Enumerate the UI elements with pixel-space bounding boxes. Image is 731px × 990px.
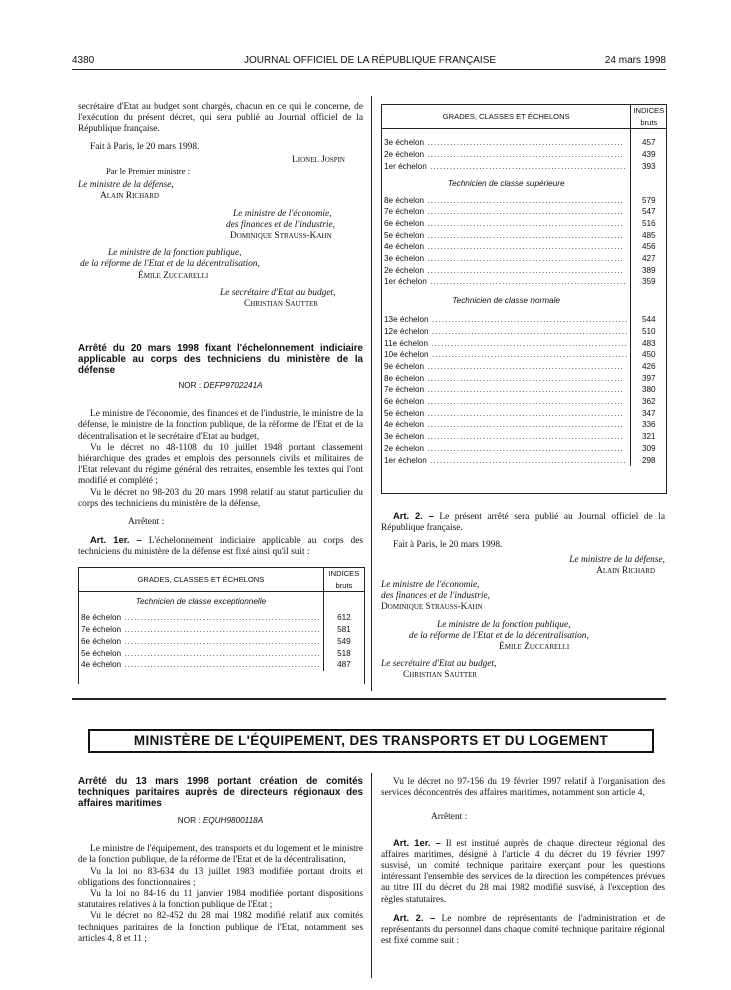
visa-loi-1984: Vu la loi no 84-16 du 11 janvier 1984 modifiée portant dispositions statutaires relatives à la fonction publique de l'Etat ; <box>78 889 363 911</box>
dot-leader: ............................................................ <box>428 315 629 325</box>
par-premier-ministre: Par le Premier ministre : <box>106 166 191 177</box>
page-number: 4380 <box>72 55 95 66</box>
table-section-row <box>382 288 666 314</box>
sig2-title-economie-2: des finances et de l'industrie, <box>381 591 491 602</box>
indice-value: 321 <box>631 431 666 443</box>
nor-code: DEFP9702241A <box>203 381 263 390</box>
echelon-label <box>382 396 631 408</box>
table-row <box>79 648 364 660</box>
grades-table-left <box>79 568 364 671</box>
dot-leader: ............................................................ <box>424 361 624 371</box>
arrete-comites-continued <box>381 777 665 947</box>
col-header-indices: INDICES bruts <box>323 568 364 592</box>
table-row <box>382 384 666 396</box>
table-row <box>382 161 666 173</box>
signatory-title-fonction-2: de la réforme de l'Etat et de la décentralisation, <box>80 259 260 270</box>
table-row <box>382 253 666 265</box>
signatory-title-fonction-1: Le ministre de la fonction publique, <box>108 248 242 259</box>
indice-value: 579 <box>631 195 666 207</box>
echelon-label <box>382 361 631 373</box>
section-blank-cell <box>631 173 666 195</box>
indice-value: 426 <box>631 361 666 373</box>
dot-leader: ............................................................ <box>121 625 321 635</box>
echelon-text: 7e échelon <box>384 385 425 395</box>
table-row <box>382 314 666 326</box>
table-row <box>382 361 666 373</box>
nor-code-2: EQUH9800118A <box>202 816 264 825</box>
dot-leader: ............................................................ <box>424 242 624 252</box>
echelon-label <box>382 137 631 149</box>
signatory-name-fonction: Émile Zuccarelli <box>138 270 209 281</box>
table-row <box>382 276 666 288</box>
article-1-comites-label: Art. 1er. – <box>393 836 441 848</box>
indice-value: 393 <box>631 161 666 173</box>
indice-value: 483 <box>631 338 666 350</box>
indice-value: 427 <box>631 253 666 265</box>
echelon-text: 5e échelon <box>81 648 122 658</box>
echelon-text: 8e échelon <box>384 373 425 383</box>
echelon-label <box>382 349 631 361</box>
echelon-label <box>79 624 323 636</box>
echelon-label <box>79 659 323 671</box>
indice-value: 298 <box>631 455 666 467</box>
indice-value: 518 <box>323 648 364 660</box>
dot-leader: ............................................................ <box>424 207 624 217</box>
dot-leader: ............................................................ <box>121 660 321 670</box>
spacer-cell <box>382 129 631 138</box>
column-divider <box>371 96 372 691</box>
article-2-comites <box>381 912 665 948</box>
table-row <box>382 419 666 431</box>
echelon-label <box>382 265 631 277</box>
table-section-row <box>79 592 364 613</box>
indice-value: 362 <box>631 396 666 408</box>
echelon-label <box>382 373 631 385</box>
echelon-label <box>382 338 631 350</box>
section-exceptionnelle: Technicien de classe exceptionnelle <box>135 597 267 607</box>
dot-leader: ............................................................ <box>424 432 624 442</box>
nor-line <box>78 380 363 391</box>
echelon-text: 8e échelon <box>384 195 425 205</box>
signatory-name-defense: Alain Richard <box>100 191 159 202</box>
article-1-comites <box>381 837 665 906</box>
section-superieure: Technicien de classe supérieure <box>447 178 565 188</box>
visa-loi-1983: Vu la loi no 83-634 du 13 juillet 1983 modifiée portant droits et obligations des fonctionnaires ; <box>78 866 363 888</box>
dot-leader: ............................................................ <box>428 350 629 360</box>
table-row <box>382 230 666 242</box>
table-row <box>382 149 666 161</box>
article-2-comites-label: Art. 2. – <box>393 911 436 923</box>
echelon-text: 1er échelon <box>384 455 427 465</box>
decree-closing-text: secrétaire d'Etat au budget sont chargés, chacun en ce qui le concerne, de l'exécution du présent décret, qui sera publié au Journal officiel de la République française. <box>78 102 363 135</box>
echelon-label <box>382 149 631 161</box>
dot-leader: ............................................................ <box>424 254 624 264</box>
echelon-text: 2e échelon <box>384 150 425 160</box>
indice-value: 547 <box>631 206 666 218</box>
sig2-title-economie-1: Le ministre de l'économie, <box>381 580 480 591</box>
rows-exceptionnelle-continued <box>382 137 666 172</box>
article-1-text: L'échelonnement indiciaire applicable au corps des techniciens du ministère de la défense est fixé ainsi qu'il suit : <box>78 536 364 558</box>
grades-table-right <box>382 105 666 466</box>
echelon-text: 3e échelon <box>384 254 425 264</box>
dot-leader: ............................................................ <box>424 408 624 418</box>
grades-table-part1 <box>78 567 365 684</box>
table-row <box>382 455 666 467</box>
echelon-label <box>382 206 631 218</box>
section-normale: Technicien de classe normale <box>452 296 560 306</box>
nor-label-2: NOR : <box>177 816 201 825</box>
sig2-name-budget: Christian Sautter <box>403 670 478 681</box>
indice-value: 380 <box>631 384 666 396</box>
echelon-label <box>382 443 631 455</box>
echelon-label <box>79 636 323 648</box>
article-2-text: Le présent arrêté sera publié au Journal officiel de la République française. <box>381 512 666 534</box>
table-header-row <box>79 568 364 592</box>
signatory-title-budget: Le secrétaire d'Etat au budget, <box>220 287 336 298</box>
rows-exceptionnelle <box>79 612 364 671</box>
arrete-closing-section <box>381 510 665 682</box>
article-2-comites-text: Le nombre de représentants de l'administration et de représentants du personnel dans chaque comité technique paritaire régional est fixé comme suit : <box>381 913 666 947</box>
table-row <box>382 137 666 149</box>
echelon-label <box>79 612 323 624</box>
article-1 <box>78 534 363 558</box>
signatory-title-economie-1: Le ministre de l'économie, <box>233 208 332 219</box>
sig2-title-fonction-2: de la réforme de l'Etat et de la décentralisation, <box>409 630 589 641</box>
dot-leader: ............................................................ <box>424 218 624 228</box>
arretent: Arrêtent : <box>128 517 165 528</box>
article-2 <box>381 510 665 534</box>
table-row <box>382 373 666 385</box>
indice-value: 347 <box>631 408 666 420</box>
dot-leader: ............................................................ <box>121 636 321 646</box>
table-row <box>79 624 364 636</box>
sig2-title-fonction-1: Le ministre de la fonction publique, <box>437 619 571 630</box>
echelon-text: 5e échelon <box>384 408 425 418</box>
indice-value: 397 <box>631 373 666 385</box>
echelon-text: 2e échelon <box>384 443 425 453</box>
signatory-name-budget: Christian Sautter <box>244 299 319 310</box>
arrete-2-title: Arrêté du 13 mars 1998 portant création de comités techniques paritaires auprès de directeurs régionaux des affaires maritimes <box>78 776 363 809</box>
column-divider-lower <box>371 773 372 978</box>
col-header-grades: GRADES, CLASSES ET ÉCHELONS <box>79 568 323 592</box>
indice-value: 309 <box>631 443 666 455</box>
echelon-label <box>382 276 631 288</box>
indice-value: 549 <box>323 636 364 648</box>
table-row <box>382 338 666 350</box>
header-rule <box>72 69 666 70</box>
article-2-label: Art. 2. – <box>393 510 434 521</box>
indice-value: 485 <box>631 230 666 242</box>
table-row <box>382 396 666 408</box>
table-row <box>382 408 666 420</box>
nor-label: NOR : <box>178 381 202 390</box>
ministry-banner: MINISTÈRE DE L'ÉQUIPEMENT, DES TRANSPORTS ET DU LOGEMENT <box>88 729 654 753</box>
nor-line-2 <box>78 815 363 826</box>
dot-leader: ............................................................ <box>424 373 624 383</box>
indice-value: 510 <box>631 326 666 338</box>
dot-leader: ............................................................ <box>121 613 321 623</box>
indice-value: 612 <box>323 612 364 624</box>
indice-value: 389 <box>631 265 666 277</box>
indice-value: 487 <box>323 659 364 671</box>
echelon-text: 3e échelon <box>384 138 425 148</box>
arretent-2: Arrêtent : <box>431 812 468 823</box>
dot-leader: ............................................................ <box>426 161 627 171</box>
echelon-label <box>382 384 631 396</box>
section-blank-cell <box>323 592 364 613</box>
table-row <box>79 612 364 624</box>
table-row <box>382 443 666 455</box>
visa-decret-1997: Vu le décret no 97-156 du 19 février 1997 relatif à l'organisation des services déconcentrés des affaires maritimes, notamment son article 4, <box>381 777 665 799</box>
echelon-label <box>382 253 631 265</box>
indice-value: 456 <box>631 241 666 253</box>
echelon-text: 6e échelon <box>384 218 425 228</box>
table-row <box>382 218 666 230</box>
visa-decret-1982: Vu le décret no 82-452 du 28 mai 1982 modifié relatif aux comités techniques paritaires de la fonction publique de l'Etat, notamment ses articles 4, 8 et 11 ; <box>78 911 363 944</box>
echelon-label <box>382 314 631 326</box>
rows-superieure <box>382 195 666 289</box>
table-row <box>382 326 666 338</box>
echelon-label <box>382 408 631 420</box>
arrete-title: Arrêté du 20 mars 1998 fixant l'échelonnement indiciaire applicable au corps des techniciens du ministère de la défense <box>78 343 363 376</box>
visa-decret-1948: Vu le décret no 48-1108 du 10 juillet 1948 portant classement hiérarchique des grades et emplois des personnels civils et militaires de l'Etat relevant du régime général des retraites, ensemble les textes qui l'ont modifié et complété ; <box>78 442 363 487</box>
spacer-cell-val <box>631 129 666 138</box>
table-row <box>382 241 666 253</box>
dot-leader: ............................................................ <box>424 443 624 453</box>
dot-leader: ............................................................ <box>424 385 624 395</box>
echelon-text: 9e échelon <box>384 361 425 371</box>
article-1-label: Art. 1er. – <box>90 534 142 546</box>
echelon-label <box>382 431 631 443</box>
indice-value: 450 <box>631 349 666 361</box>
dot-leader: ............................................................ <box>424 397 624 407</box>
echelon-label <box>382 218 631 230</box>
table-row <box>79 636 364 648</box>
echelon-label <box>79 648 323 660</box>
echelon-text: 2e échelon <box>384 265 425 275</box>
echelon-text: 6e échelon <box>384 397 425 407</box>
dot-leader: ............................................................ <box>424 195 624 205</box>
table-section-row <box>382 173 666 195</box>
signature-pm: Lionel Jospin <box>292 154 345 165</box>
indice-value: 359 <box>631 276 666 288</box>
indice-value: 457 <box>631 137 666 149</box>
sig2-name-fonction: Émile Zuccarelli <box>499 642 570 653</box>
table-row <box>382 265 666 277</box>
arrete-comites <box>78 776 363 945</box>
dot-leader: ............................................................ <box>428 326 629 336</box>
fait-a-paris: Fait à Paris, le 20 mars 1998. <box>90 141 200 152</box>
sig2-title-budget: Le secrétaire d'Etat au budget, <box>381 659 497 670</box>
dot-leader: ............................................................ <box>428 338 628 348</box>
echelon-label <box>382 241 631 253</box>
fait-a-paris-2: Fait à Paris, le 20 mars 1998. <box>393 540 503 551</box>
col-header-grades-2: GRADES, CLASSES ET ÉCHELONS <box>382 105 631 129</box>
indice-value: 544 <box>631 314 666 326</box>
indice-value: 336 <box>631 419 666 431</box>
preamble-ministres: Le ministre de l'économie, des finances et de l'industrie, le ministre de la défense, le ministre de la fonction publique, de la réforme de l'Etat et de la décentralisation et le secrétaire d'Etat au budget, <box>78 409 363 442</box>
dot-leader: ............................................................ <box>424 230 624 240</box>
rows-normale <box>382 314 666 466</box>
echelon-text: 12e échelon <box>384 326 429 336</box>
echelon-label <box>382 161 631 173</box>
table-row <box>79 659 364 671</box>
echelon-text: 1er échelon <box>384 277 427 287</box>
sig2-title-defense: Le ministre de la défense, <box>569 554 665 565</box>
echelon-text: 7e échelon <box>81 625 122 635</box>
table-row <box>382 431 666 443</box>
preamble-ministres-2: Le ministre de l'équipement, des transports et du logement et le ministre de la fonction publique, de la réforme de l'Etat et de la décentralisation, <box>78 844 363 866</box>
section-rule <box>72 698 666 700</box>
table-row <box>382 206 666 218</box>
arrete-echelonnement <box>78 343 363 559</box>
issue-date: 24 mars 1998 <box>604 55 666 66</box>
echelon-text: 5e échelon <box>384 230 425 240</box>
indice-value: 516 <box>631 218 666 230</box>
echelon-label <box>382 230 631 242</box>
table-header-row-2 <box>382 105 666 129</box>
echelon-text: 4e échelon <box>384 242 425 252</box>
echelon-text: 7e échelon <box>384 207 425 217</box>
sig2-name-economie: Dominique Strauss-Kahn <box>381 602 483 613</box>
indice-value: 439 <box>631 149 666 161</box>
signatory-title-defense: Le ministre de la défense, <box>78 180 174 191</box>
echelon-text: 8e échelon <box>81 613 122 623</box>
dot-leader: ............................................................ <box>426 455 627 465</box>
section-blank-cell <box>631 288 666 314</box>
dot-leader: ............................................................ <box>121 648 321 658</box>
journal-title: JOURNAL OFFICIEL DE LA RÉPUBLIQUE FRANÇAISE <box>243 55 497 66</box>
sig2-name-defense: Alain Richard <box>596 565 655 576</box>
echelon-text: 3e échelon <box>384 432 425 442</box>
echelon-text: 11e échelon <box>384 338 429 348</box>
echelon-label <box>382 419 631 431</box>
echelon-label <box>382 195 631 207</box>
echelon-text: 4e échelon <box>384 420 425 430</box>
col-header-indices-2: INDICES bruts <box>631 105 666 129</box>
table-row <box>382 195 666 207</box>
decree-closing-section <box>78 102 363 310</box>
echelon-label <box>382 326 631 338</box>
article-1-comites-text: Il est institué auprès de chaque directeur régional des affaires maritimes, désigné à l'article 4 du décret du 19 février 1997 susvisé, un comité technique paritaire exerçant pour les questions intéressant l'ensemble des services de la direction les compétences prévues au titre III du décret du 28 mai 1982 modifié susvisé, à l'exception des règles statutaires. <box>381 838 666 905</box>
echelon-label <box>382 455 631 467</box>
dot-leader: ............................................................ <box>424 150 624 160</box>
echelon-text: 6e échelon <box>81 636 122 646</box>
dot-leader: ............................................................ <box>424 138 624 148</box>
table-row <box>382 349 666 361</box>
signatory-name-economie: Dominique Strauss-Kahn <box>230 231 332 242</box>
table-spacer-row <box>382 129 666 138</box>
echelon-text: 4e échelon <box>81 660 122 670</box>
dot-leader: ............................................................ <box>424 420 624 430</box>
indice-value: 581 <box>323 624 364 636</box>
dot-leader: ............................................................ <box>426 277 627 287</box>
grades-table-part2 <box>381 104 667 494</box>
echelon-text: 13e échelon <box>384 315 429 325</box>
dot-leader: ............................................................ <box>424 265 624 275</box>
signatory-title-economie-2: des finances et de l'industrie, <box>226 219 336 230</box>
echelon-text: 1er échelon <box>384 161 427 171</box>
visa-decret-1998: Vu le décret no 98-203 du 20 mars 1998 relatif au statut particulier du corps des techniciens du ministère de la défense, <box>78 487 363 509</box>
echelon-text: 10e échelon <box>384 350 429 360</box>
